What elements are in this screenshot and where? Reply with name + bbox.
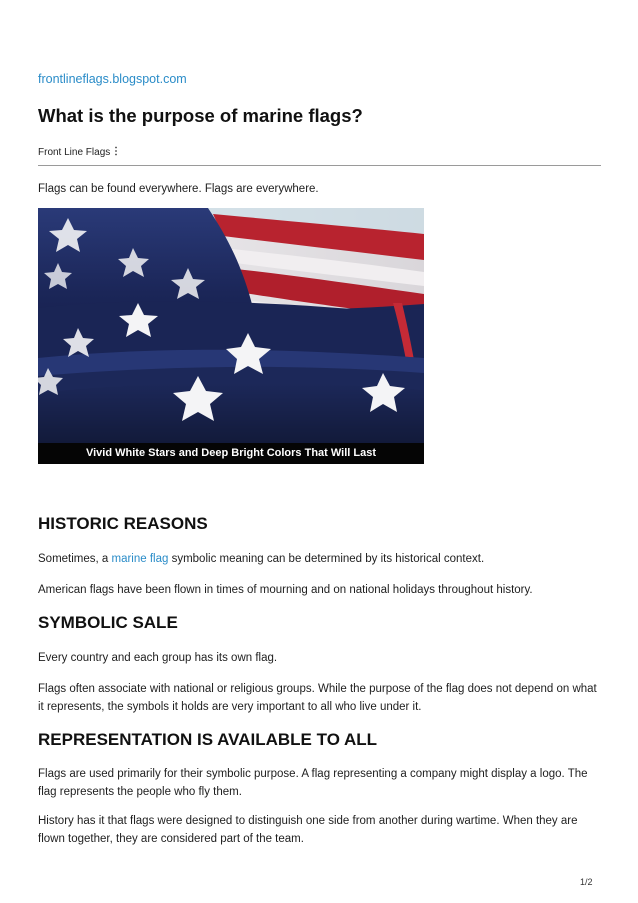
historic-paragraph-2: American flags have been flown in times of mourning and on national holidays throughout history. [38,584,533,596]
representation-paragraph-2: History has it that flags were designed to distinguish one side from another during wartime. When they are flown together, they are considered part of the team. [38,815,578,845]
site-link[interactable]: frontlineflags.blogspot.com [38,72,187,86]
author-name: Front Line Flags [38,147,111,158]
intro-paragraph: Flags can be found everywhere. Flags are everywhere. [38,183,319,195]
image-caption: Vivid White Stars and Deep Bright Colors That Will Last [38,443,424,464]
page-title: What is the purpose of marine flags? [38,105,363,126]
page-number: 1/2 [580,877,593,887]
historic-paragraph-1 [38,550,601,568]
historic-text-after: symbolic meaning can be determined by its historical context. [168,553,485,565]
vertical-dots-icon [113,146,119,156]
symbolic-paragraph-2: Flags often associate with national or religious groups. While the purpose of the flag does not depend on what it represents, the symbols it holds are very important to all who live under it. [38,683,597,713]
byline [38,146,119,158]
symbolic-paragraph-1: Every country and each group has its own flag. [38,652,278,664]
heading-representation: REPRESENTATION IS AVAILABLE TO ALL [38,730,378,749]
marine-flag-link[interactable]: marine flag [111,553,169,565]
heading-symbolic-sale: SYMBOLIC SALE [38,613,178,632]
representation-paragraph-1: Flags are used primarily for their symbolic purpose. A flag representing a company might display a logo. The flag represents the people who fly them. [38,768,588,798]
historic-text-before: Sometimes, a [38,553,112,565]
title-divider [38,165,601,166]
flag-photo [38,208,424,464]
heading-historic-reasons: HISTORIC REASONS [38,514,208,533]
